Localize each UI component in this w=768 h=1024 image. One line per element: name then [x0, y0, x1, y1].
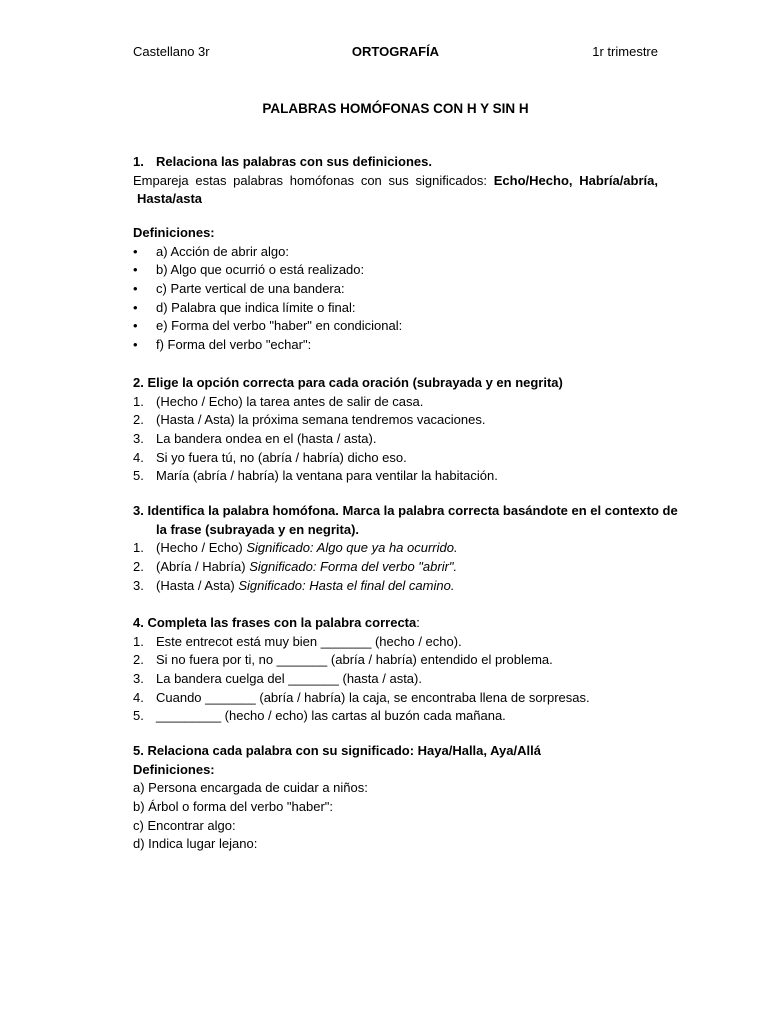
item-text: (Hecho / Echo) la tarea antes de salir de casa.	[156, 393, 424, 409]
item-number: 4.	[133, 449, 144, 465]
item-number: 3.	[133, 577, 144, 593]
definition-item-text: a) Acción de abrir algo:	[156, 243, 289, 259]
item-number: 1.	[133, 393, 144, 409]
item-text: Si no fuera por ti, no _______ (abría / habría) entendido el problema.	[156, 652, 553, 668]
exercise-item	[133, 577, 658, 596]
section-5-definitions-label: Definiciones:	[133, 761, 215, 777]
item-meaning: Significado: Hasta el final del camino.	[238, 577, 455, 593]
header-subject: Castellano 3r	[133, 44, 210, 59]
section-4-heading-colon: :	[416, 615, 420, 630]
section-3-heading-line-1: 3. Identifica la palabra homófona. Marca la palabra correcta basándote en el contexto de	[133, 503, 678, 518]
definition-item-text: d) Palabra que indica límite o final:	[156, 299, 356, 315]
exercise-item	[133, 651, 658, 670]
page-title: PALABRAS HOMÓFONAS CON H Y SIN H	[262, 101, 529, 116]
section-1-intro-words-1: Echo/Hecho, Habría/abría,	[493, 172, 658, 188]
definition-item-text: e) Forma del verbo "haber" en condicional:	[156, 318, 403, 334]
item-text: _________ (hecho / echo) las cartas al buzón cada mañana.	[156, 708, 506, 724]
section-4-heading-text: 4. Completa las frases con la palabra correcta	[133, 615, 417, 630]
definition-item	[133, 280, 658, 299]
item-number: 4.	[133, 689, 144, 705]
exercise-item	[133, 558, 658, 577]
section-1-intro-text: Empareja estas palabras homófonas con sus significados:	[133, 172, 488, 188]
exercise-item	[133, 689, 658, 708]
definition-item	[133, 336, 658, 355]
definition-item: d) Indica lugar lejano:	[133, 836, 258, 852]
definition-item: b) Árbol o forma del verbo "haber":	[133, 799, 333, 815]
item-number: 1.	[133, 633, 144, 649]
item-number: 2.	[133, 559, 144, 575]
exercise-item	[133, 467, 658, 486]
item-text: (Hasta / Asta)	[156, 577, 235, 593]
bullet-icon: •	[133, 299, 138, 315]
exercise-item	[133, 707, 658, 726]
definition-item: a) Persona encargada de cuidar a niños:	[133, 780, 368, 796]
item-text: (Hasta / Asta) la próxima semana tendremos vacaciones.	[156, 412, 486, 428]
item-text: Si yo fuera tú, no (abría / habría) dicho eso.	[156, 449, 407, 465]
section-3	[133, 502, 678, 595]
section-1-heading-text: Relaciona las palabras con sus definiciones.	[156, 154, 432, 169]
definition-item-text: c) Parte vertical de una bandera:	[156, 281, 345, 297]
page-header	[133, 43, 658, 61]
definition-item-text: b) Algo que ocurrió o está realizado:	[156, 262, 365, 278]
exercise-item	[133, 411, 658, 430]
header-topic: ORTOGRAFÍA	[351, 44, 440, 59]
section-4	[133, 614, 658, 726]
item-meaning: Significado: Algo que ya ha ocurrido.	[246, 540, 458, 556]
definition-item	[133, 317, 658, 336]
item-number: 2.	[133, 412, 144, 428]
exercise-item	[133, 430, 658, 449]
item-text: La bandera ondea en el (hasta / asta).	[156, 431, 377, 447]
item-text: (Hecho / Echo)	[156, 540, 243, 556]
definition-item	[133, 243, 658, 262]
item-text: Cuando _______ (abría / habría) la caja, se encontraba llena de sorpresas.	[156, 689, 590, 705]
section-4-heading	[133, 614, 658, 633]
section-3-heading-line-2: la frase (subrayada y en negrita).	[156, 521, 360, 537]
section-1-heading	[133, 153, 658, 172]
exercise-item	[133, 539, 658, 558]
section-1	[133, 153, 658, 209]
section-1-intro-words-2: Hasta/asta	[137, 191, 203, 207]
section-5	[133, 742, 658, 854]
section-1-number: 1.	[133, 154, 144, 169]
item-number: 5.	[133, 468, 144, 484]
bullet-icon: •	[133, 318, 138, 334]
bullet-icon: •	[133, 243, 138, 259]
item-number: 5.	[133, 708, 144, 724]
section-5-heading: 5. Relaciona cada palabra con su significado: Haya/Halla, Aya/Allá	[133, 743, 541, 758]
item-text: Este entrecot está muy bien _______ (hecho / echo).	[156, 633, 462, 649]
exercise-item	[133, 449, 658, 468]
section-1-intro	[133, 172, 658, 191]
item-number: 3.	[133, 671, 144, 687]
item-number: 1.	[133, 540, 144, 556]
bullet-icon: •	[133, 337, 138, 353]
exercise-item	[133, 633, 658, 652]
item-meaning: Significado: Forma del verbo "abrir".	[249, 559, 458, 575]
bullet-icon: •	[133, 262, 138, 278]
definition-item: c) Encontrar algo:	[133, 817, 236, 833]
section-2-heading: 2. Elige la opción correcta para cada oración (subrayada y en negrita)	[133, 375, 563, 390]
bullet-icon: •	[133, 281, 138, 297]
section-1-definitions	[133, 224, 658, 355]
header-term: 1r trimestre	[592, 44, 658, 59]
item-text: María (abría / habría) la ventana para ventilar la habitación.	[156, 468, 498, 484]
item-text: La bandera cuelga del _______ (hasta / asta).	[156, 671, 422, 687]
exercise-item	[133, 670, 658, 689]
item-number: 2.	[133, 652, 144, 668]
definition-item	[133, 261, 658, 280]
exercise-item	[133, 393, 658, 412]
item-text: (Abría / Habría)	[156, 559, 246, 575]
item-number: 3.	[133, 431, 144, 447]
section-2	[133, 374, 658, 486]
section-1-definitions-label: Definiciones:	[133, 225, 215, 240]
definition-item	[133, 299, 658, 318]
definition-item-text: f) Forma del verbo "echar":	[156, 337, 312, 353]
